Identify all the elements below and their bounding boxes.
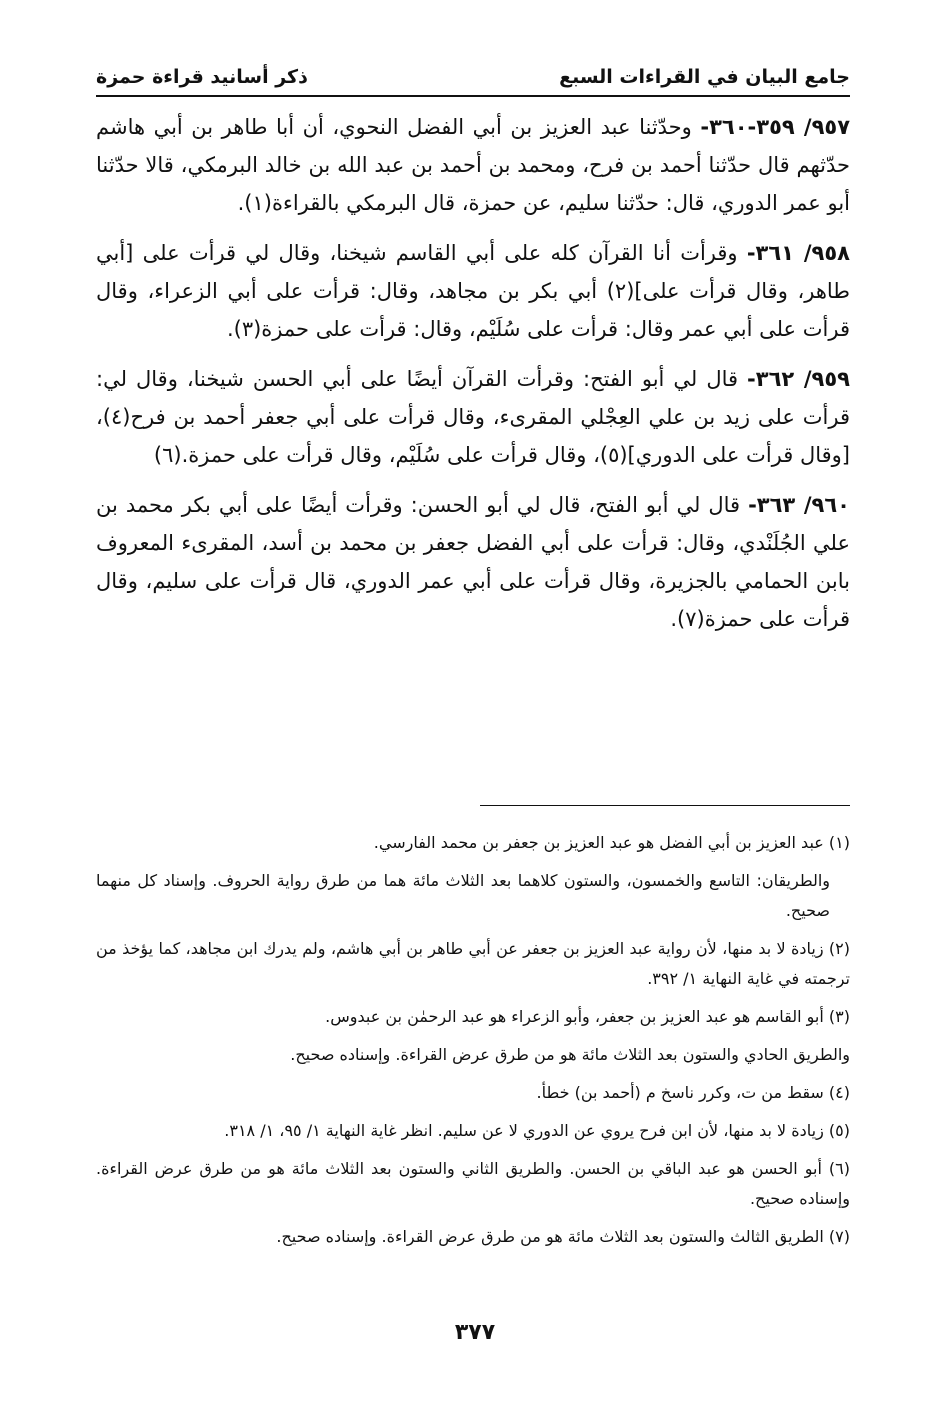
book-title: جامع البيان في القراءات السبع [559,66,850,88]
paragraph-text: وحدّثنا عبد العزيز بن أبي الفضل النحوي، أن أبا طاهر بن أبي هاشم حدّثهم قال حدّثنا أحمد بن فرح، ومحمد بن أحمد بن عبد الله بن خالد البرمكي، قالا حدّثنا أبو عمر الدوري، قال: حدّثنا سليم، عن حمزة، قال البرمكي بالقراءة(١). [96,115,850,215]
header-rule [96,95,850,97]
paragraph-number: ٩٥٧/ ٣٥٩-٣٦٠- [700,115,851,139]
running-header [96,56,850,88]
paragraph-text: قال لي أبو الفتح، قال لي أبو الحسن: وقرأت أيضًا على أبي بكر محمد بن علي الجُلَنْدي، وقال: قرأت على أبي الفضل جعفر بن محمد بن أسد، المقرىء المعروف بابن الحمامي بالجزيرة، وقال قرأت على أبي عمر الدوري، قال قرأت على سليم، وقال قرأت على حمزة(٧). [96,493,850,631]
paragraph-number: ٩٥٩/ ٣٦٢- [747,367,850,391]
paragraph-957 [96,108,850,222]
page-number: ٣٧٧ [454,1320,496,1345]
footnote-1-continuation: والطريقان: التاسع والخمسون، والستون كلاهما بعد الثلاث مائة هما من طرق رواية الحروف. وإسناد كل منهما صحيح. [96,871,830,920]
paragraph-text: قال لي أبو الفتح: وقرأت القرآن أيضًا على أبي الحسن شيخنا، وقال لي: قرأت على زيد بن علي العِجْلي المقرىء، وقال قرأت على أبي جعفر أحمد بن فرح(٤)، [وقال قرأت على الدوري](٥)، وقال قرأت على سُلَيْم، وقال قرأت على حمزة.(٦) [96,367,850,467]
paragraph-959 [96,360,850,474]
footnote-1: (١) عبد العزيز بن أبي الفضل هو عبد العزيز بن جعفر بن محمد الفارسي. [373,833,850,852]
main-text [96,108,850,650]
footnote-separator [480,805,850,806]
footnote-3: (٣) أبو القاسم هو عبد العزيز بن جعفر، وأبو الزعراء هو عبد الرحمٰن بن عبدوس. [325,1007,850,1026]
chapter-title: ذكر أسانيد قراءة حمزة [96,66,308,88]
footnote-5: (٥) زيادة لا بد منها، لأن ابن فرح يروي عن الدوري لا عن سليم. انظر غاية النهاية ١/ ٩٥، ١/ ٣١٨. [224,1121,850,1140]
paragraph-960 [96,486,850,638]
footnotes [96,828,850,1260]
paragraph-text: وقرأت أنا القرآن كله على أبي القاسم شيخنا، وقال لي قرأت على [أبي طاهر، وقال قرأت على](٢) أبي بكر بن مجاهد، وقال: قرأت على أبي الزعراء، وقال قرأت على أبي عمر وقال: قرأت على سُلَيْم، وقال: قرأت على حمزة(٣). [96,241,851,341]
footnote-2: (٢) زيادة لا بد منها، لأن رواية عبد العزيز بن جعفر عن أبي طاهر بن أبي هاشم، ولم يدرك ابن مجاهد، كما يؤخذ من ترجمته في غاية النهاية ١/ ٣٩٢. [96,939,850,988]
paragraph-number: ٩٥٨/ ٣٦١- [746,241,850,265]
footnote-6: (٦) أبو الحسن هو عبد الباقي بن الحسن. والطريق الثاني والستون بعد الثلاث مائة هو من طرق عرض القراءة. وإسناده صحيح. [96,1159,850,1208]
footnote-7: (٧) الطريق الثالث والستون بعد الثلاث مائة هو من طرق عرض القراءة. وإسناده صحيح. [276,1227,850,1246]
footnote-3-continuation: والطريق الحادي والستون بعد الثلاث مائة هو من طرق عرض القراءة. وإسناده صحيح. [290,1045,850,1064]
footnote-4: (٤) سقط من ت، وكرر ناسخ م (أحمد بن) خطأ. [536,1083,850,1102]
paragraph-number: ٩٦٠/ ٣٦٣- [748,493,850,517]
paragraph-958 [96,234,850,348]
